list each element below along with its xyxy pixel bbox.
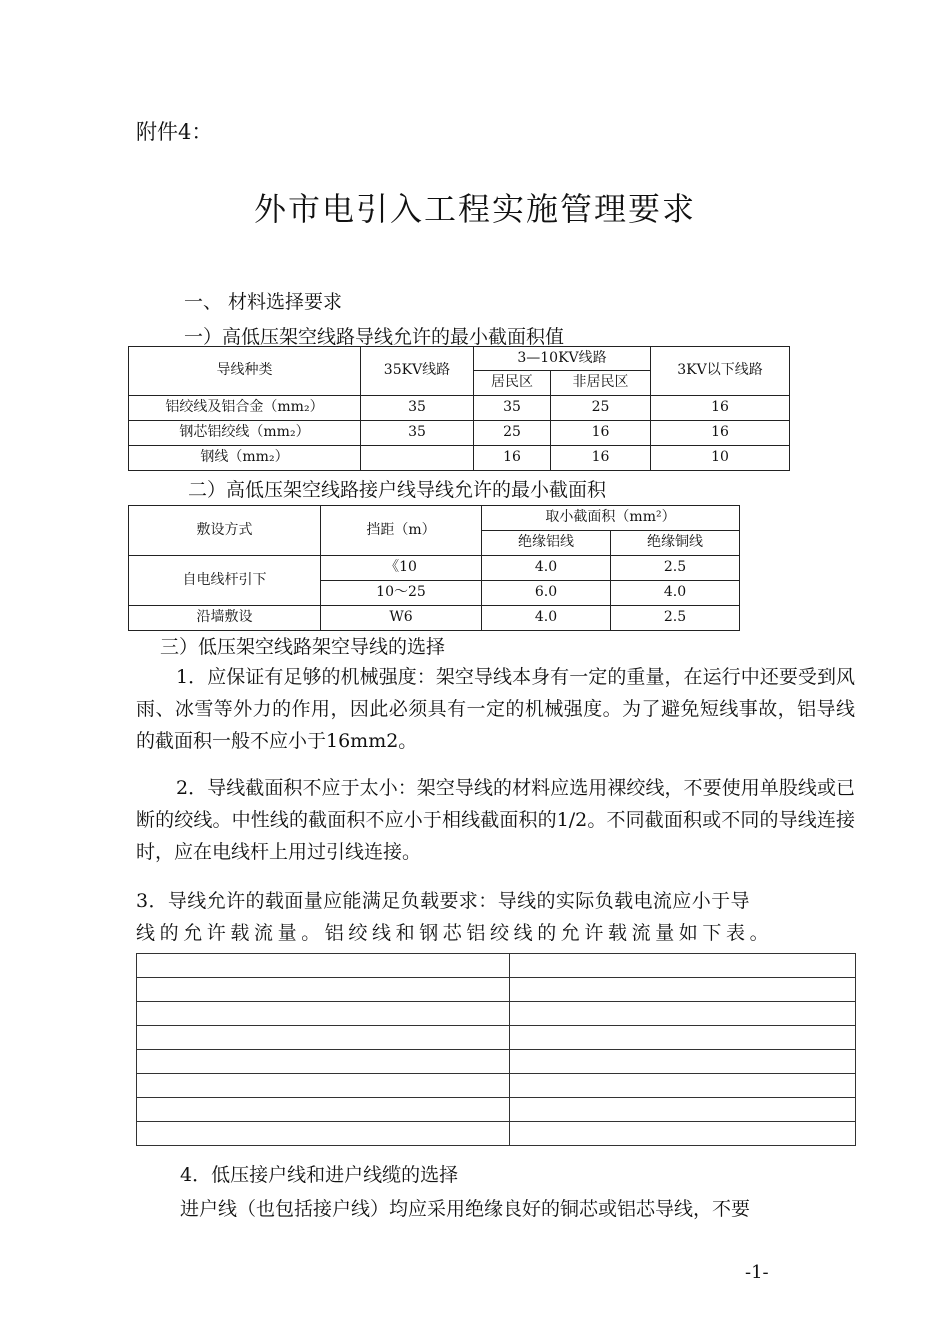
table-cell [137,1098,510,1122]
table-cell [510,1074,856,1098]
subheading-service-drop-min-area: 二）高低压架空线路接户线导线允许的最小截面积 [188,479,607,501]
table-cell [510,1098,856,1122]
header-span: 挡距（m） [321,506,482,556]
table-cell: 16 [474,446,551,471]
table-cell: 16 [551,421,651,446]
table-cell: 10 [651,446,790,471]
table-cell: 35 [361,421,474,446]
header-insulated-al: 绝缘铝线 [482,531,611,556]
header-min-area: 取小截面积（mm²） [482,506,740,531]
paragraph-line: 线的允许载流量。铝绞线和钢芯铝绞线的允许载流量如下表。 [136,922,774,944]
table-cell [510,978,856,1002]
table-cell: 钢芯铝绞线（mm₂） [129,421,361,446]
table-cell [137,954,510,978]
paragraph-mechanical-strength: 1．应保证有足够的机械强度：架空导线本身有一定的重量，在运行中还要受到风雨、冰雪等外力的作用，因此必须具有一定的机械强度。为了避免短线事故，铝导线的截面积一般不应小于16mm2。 [136,666,855,752]
section-heading-materials: 一、 材料选择要求 [184,291,343,313]
table-cell: 16 [651,396,790,421]
header-laying-method: 敷设方式 [129,506,321,556]
table-cell: W6 [321,606,482,631]
table-cell: 25 [474,421,551,446]
table-cell: 2.5 [611,556,740,581]
table-cell: 钢线（mm₂） [129,446,361,471]
table-cell: 16 [651,421,790,446]
header-non-residential: 非居民区 [551,371,651,396]
table-cell [510,1026,856,1050]
document-title: 外市电引入工程实施管理要求 [253,190,696,228]
table-cell: 铝绞线及铝合金（mm₂） [129,396,361,421]
table-cell: 35 [474,396,551,421]
table-cell: 4.0 [611,581,740,606]
table-cell [137,1026,510,1050]
header-35kv: 35KV线路 [361,347,474,396]
header-below-3kv: 3KV以下线路 [651,347,790,396]
paragraph-service-entrance: 进户线（也包括接户线）均应采用绝缘良好的铜芯或铝芯导线，不要 [180,1198,751,1220]
table-cell: 4.0 [482,556,611,581]
header-3-10kv: 3—10KV线路 [474,347,651,371]
table-cell [510,1002,856,1026]
service-drop-table [128,505,740,631]
table-cell [510,1122,856,1146]
table-cell [137,978,510,1002]
subheading-low-voltage-selection: 三）低压架空线路架空导线的选择 [160,636,446,658]
header-conductor-type: 导线种类 [129,347,361,396]
attachment-label: 附件4： [136,120,213,144]
table-cell [510,1050,856,1074]
table-cell [137,1002,510,1026]
table-cell [361,446,474,471]
table-cell: 16 [551,446,651,471]
table-cell [137,1050,510,1074]
table-cell: 2.5 [611,606,740,631]
header-residential: 居民区 [474,371,551,396]
table-cell: 25 [551,396,651,421]
page-number: -1- [745,1262,769,1283]
header-insulated-cu: 绝缘铜线 [611,531,740,556]
table-cell: 35 [361,396,474,421]
paragraph-load-capacity [136,885,855,949]
paragraph-cross-section: 2．导线截面积不应于太小：架空导线的材料应选用裸绞线，不要使用单股线或已断的绞线。中性线的截面积不应小于相线截面积的1/2。不同截面积或不同的导线连接时，应在电线杆上用过引线连接。 [136,777,855,863]
overhead-conductor-table [128,346,790,471]
table-cell [510,954,856,978]
table-cell: 10～25 [321,581,482,606]
heading-service-entrance-cable: 4．低压接户线和进户线缆的选择 [180,1164,459,1186]
table-cell: 沿墙敷设 [129,606,321,631]
subheading-overhead-min-area: 一）高低压架空线路导线允许的最小截面积值 [184,326,565,348]
table-cell: 4.0 [482,606,611,631]
table-cell [137,1122,510,1146]
table-cell: 6.0 [482,581,611,606]
table-cell [137,1074,510,1098]
table-cell: 《10 [321,556,482,581]
ampacity-table-empty [136,953,856,1146]
table-cell: 自电线杆引下 [129,556,321,606]
paragraph-line: 3．导线允许的载面量应能满足负载要求：导线的实际负载电流应小于导 [136,890,750,912]
